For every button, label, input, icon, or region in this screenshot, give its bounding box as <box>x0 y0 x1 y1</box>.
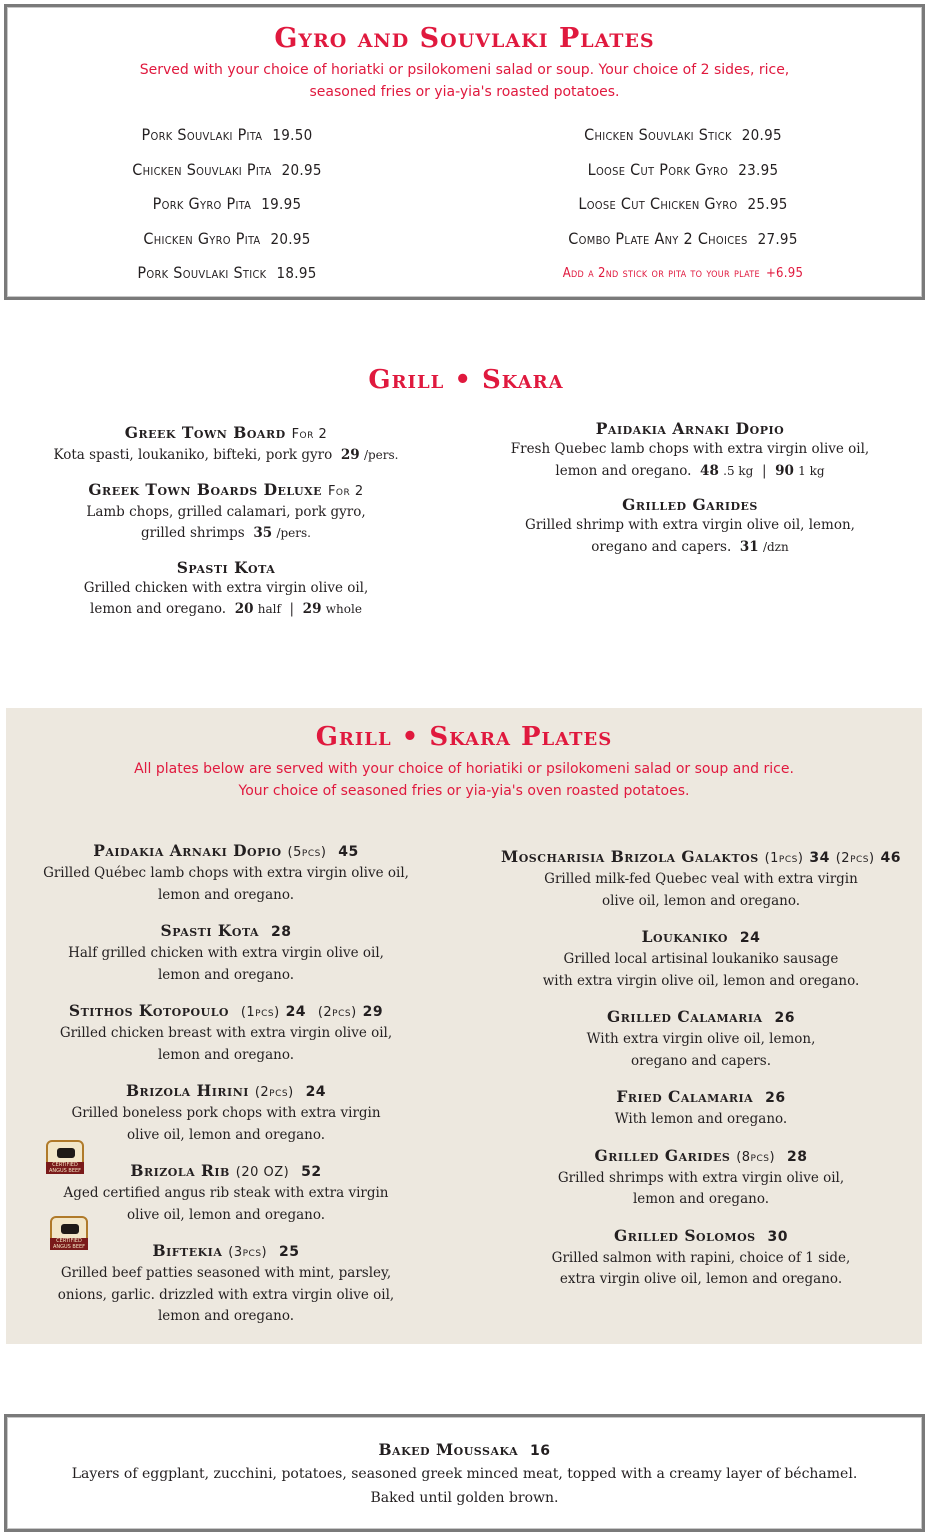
item-name: Combo Plate Any 2 Choices <box>568 228 748 248</box>
section-subtitle <box>66 758 862 802</box>
item-price: 45 <box>338 844 359 860</box>
item-price: 29 <box>340 447 360 463</box>
item-desc: oregano and capers. <box>591 538 732 555</box>
item-desc: Fresh Quebec lamb chops with extra virgin olive oil, <box>510 441 870 457</box>
item-price: 25.95 <box>747 195 788 213</box>
gyro-list-right <box>463 125 903 298</box>
menu-item <box>470 494 910 558</box>
menu-item <box>463 194 903 229</box>
item-desc: Grilled local artisinal loukaniko sausage <box>563 951 839 967</box>
item-price: 23.95 <box>738 160 779 179</box>
item-desc: Half grilled chicken with extra virgin olive oil, <box>68 945 384 961</box>
item-portion: (8pcs) <box>736 1149 776 1165</box>
grill-skara-section <box>0 360 932 650</box>
item-desc: oregano and capers. <box>631 1052 771 1069</box>
menu-item <box>476 1006 926 1072</box>
item-price: 48 <box>700 462 719 479</box>
section-title: Gyro and Souvlaki Plates <box>274 23 655 54</box>
item-desc: olive oil, lemon and oregano. <box>126 1126 326 1143</box>
item-desc: Kota spasti, loukaniko, bifteki, pork gyro <box>53 447 333 463</box>
item-desc: lemon and oregano. <box>157 886 295 903</box>
item-desc: lemon and oregano. <box>555 462 692 479</box>
item-desc: onions, garlic. drizzled with extra virgin olive oil, <box>57 1286 395 1303</box>
item-desc: lemon and oregano. <box>157 1308 295 1324</box>
item-price: 28 <box>786 1148 808 1165</box>
item-name: Stithos Kotopoulo <box>68 1001 230 1020</box>
item-unit: 1 kg <box>798 463 825 478</box>
item-name: Pork Souvlaki Pita <box>141 125 263 144</box>
item-price: 24 <box>285 1004 307 1020</box>
item-name: Paidakia Arnaki Dopio <box>93 841 282 860</box>
item-price: 29 <box>362 1004 384 1020</box>
item-name: Brizola Hirini <box>125 1081 249 1100</box>
menu-item <box>476 926 926 992</box>
menu-item <box>6 1080 446 1146</box>
item-price: 26 <box>774 1010 795 1026</box>
item-name: Fried Calamaria <box>616 1087 754 1106</box>
menu-item <box>476 846 926 912</box>
item-price: 31 <box>739 538 759 555</box>
menu-item <box>7 263 447 298</box>
item-unit: /pers. <box>276 526 311 540</box>
item-desc: olive oil, lemon and oregano. <box>601 892 801 909</box>
cow-icon <box>61 1224 79 1234</box>
item-name: Grilled Solomos <box>614 1225 756 1245</box>
grill-list-left <box>6 422 446 633</box>
item-price: 20.95 <box>281 160 322 179</box>
item-desc: Grilled chicken with extra virgin olive oil, <box>83 579 369 596</box>
menu-item <box>6 422 446 467</box>
item-portion: (3pcs) <box>228 1245 268 1260</box>
item-desc: extra virgin olive oil, lemon and oregano. <box>559 1271 843 1287</box>
addon-price: +6.95 <box>765 266 804 281</box>
certified-angus-beef-badge-icon <box>50 1216 88 1250</box>
menu-item <box>463 160 903 195</box>
item-price: 19.95 <box>261 195 302 213</box>
item-unit: .5 kg <box>723 463 754 478</box>
badge-label: CERTIFIED ANGUS BEEF <box>50 1238 88 1250</box>
item-name: Grilled Garides <box>594 1145 731 1165</box>
addon-note <box>463 263 903 298</box>
item-desc: Grilled milk-fed Quebec veal with extra virgin <box>544 871 858 887</box>
item-name: Loose Cut Pork Gyro <box>587 159 729 179</box>
item-desc: Grilled shrimp with extra virgin olive oil, lemon, <box>525 517 855 533</box>
grill-list-right <box>470 418 910 570</box>
menu-item <box>7 1439 922 1510</box>
cow-icon <box>57 1148 75 1158</box>
subtitle-line: Your choice of seasoned fries or yia-yia's oven roasted potatoes. <box>238 783 690 799</box>
item-name: Moscharisia Brizola Galaktos <box>501 847 759 866</box>
item-desc: With lemon and oregano. <box>614 1111 788 1127</box>
menu-item <box>476 1086 926 1131</box>
subtitle-line: All plates below are served with your choice of horiatiki or psilokomeni salad or soup and rice. <box>134 761 794 777</box>
item-portion: (1pcs) <box>240 1005 280 1020</box>
item-portion: (2pcs) <box>254 1085 294 1100</box>
item-price: 20 <box>234 601 254 617</box>
item-portion: (1pcs) <box>764 851 804 866</box>
item-desc: Baked until golden brown. <box>370 1490 559 1506</box>
menu-item <box>7 160 447 195</box>
item-price: 25 <box>279 1244 300 1260</box>
item-price: 18.95 <box>276 264 317 282</box>
item-desc: Aged certified angus rib steak with extra virgin <box>63 1185 389 1201</box>
item-portion: (2pcs) <box>317 1005 357 1020</box>
menu-item <box>463 125 903 160</box>
item-unit: /pers. <box>363 448 399 462</box>
item-desc: Grilled chicken breast with extra virgin olive oil, <box>59 1025 393 1041</box>
item-price: 27.95 <box>757 229 798 248</box>
menu-item <box>6 1000 446 1066</box>
section-title: Grill • Skara Plates <box>315 722 613 752</box>
item-name: Grilled Calamaria <box>607 1007 763 1026</box>
item-name: Loose Cut Chicken Gyro <box>578 194 738 213</box>
grill-skara-plates-section <box>6 708 922 1344</box>
menu-item <box>7 229 447 264</box>
menu-item: Spasti Kota Grilled chicken with extra virgin olive oil, lemon and oregano. 20 half | 29 whole <box>6 557 446 621</box>
item-desc: Lamb chops, grilled calamari, pork gyro, <box>86 503 366 520</box>
moussaka-section <box>4 1414 925 1532</box>
item-price: 90 <box>775 462 794 479</box>
plates-list-left <box>6 840 446 1342</box>
gyro-souvlaki-section <box>4 4 925 300</box>
item-desc: with extra virgin olive oil, lemon and oregano. <box>542 972 860 989</box>
menu-item <box>6 1240 446 1328</box>
item-desc: lemon and oregano. <box>157 966 295 983</box>
item-price: 35 <box>253 525 273 541</box>
item-price: 16 <box>530 1443 551 1459</box>
item-portion: (20 OZ) <box>235 1165 290 1180</box>
item-unit: half <box>257 602 281 616</box>
menu-item <box>463 229 903 264</box>
item-price: 20.95 <box>270 229 311 248</box>
item-desc: lemon and oregano. <box>90 601 227 617</box>
item-name: Spasti Kota <box>176 557 276 577</box>
item-serves: For 2 <box>291 427 328 442</box>
item-price: 20.95 <box>741 126 782 144</box>
item-price: 24 <box>305 1084 327 1100</box>
item-name: Brizola Rib <box>130 1161 230 1180</box>
item-name: Pork Gyro Pita <box>152 194 252 213</box>
item-desc: lemon and oregano. <box>632 1191 770 1207</box>
item-name: Loukaniko <box>641 927 728 946</box>
item-name: Biftekia <box>152 1241 223 1260</box>
item-name: Greek Town Board <box>124 423 286 442</box>
item-price: 29 <box>302 601 322 617</box>
menu-item <box>7 125 447 160</box>
plates-list-right <box>476 846 926 1305</box>
menu-item <box>6 840 446 906</box>
item-name: Pork Souvlaki Stick <box>137 263 267 282</box>
item-price: 34 <box>809 850 830 866</box>
item-portion: (5pcs) <box>287 845 327 860</box>
item-desc: Grilled shrimps with extra virgin olive oil, <box>557 1169 845 1186</box>
item-desc: Grilled beef patties seasoned with mint, parsley, <box>60 1265 392 1281</box>
item-price: 19.50 <box>272 126 313 144</box>
item-name: Grilled Garides <box>622 495 758 514</box>
item-name: Greek Town Boards Deluxe <box>88 479 323 499</box>
menu-item <box>476 1225 926 1291</box>
item-unit: /dzn <box>762 539 789 554</box>
item-name: Chicken Gyro Pita <box>143 228 261 248</box>
section-title: Grill • Skara <box>368 365 564 395</box>
menu-item <box>6 479 446 545</box>
item-price: 30 <box>767 1228 788 1245</box>
item-price: 24 <box>739 930 761 946</box>
item-price: 26 <box>765 1090 786 1106</box>
item-price: 46 <box>880 850 901 866</box>
item-desc: Grilled Québec lamb chops with extra virgin olive oil, <box>43 865 409 881</box>
item-desc: Layers of eggplant, zucchini, potatoes, seasoned greek minced meat, topped with a creamy layer of béchamel. <box>71 1466 858 1482</box>
item-desc: olive oil, lemon and oregano. <box>126 1206 326 1223</box>
item-name: Baked Moussaka <box>378 1440 519 1459</box>
item-name: Paidakia Arnaki Dopio <box>595 419 785 438</box>
menu-item <box>6 920 446 986</box>
item-name: Chicken Souvlaki Pita <box>132 159 272 179</box>
addon-label: Add a 2nd stick or pita to your plate <box>562 266 760 281</box>
item-desc: lemon and oregano. <box>157 1046 295 1063</box>
menu-item <box>476 1145 926 1211</box>
certified-angus-beef-badge-icon <box>46 1140 84 1174</box>
item-price: 28 <box>270 924 292 940</box>
item-desc: grilled shrimps <box>141 525 245 541</box>
item-serves: For 2 <box>327 483 364 499</box>
item-name: Spasti Kota <box>160 921 260 940</box>
item-desc: Grilled salmon with rapini, choice of 1 side, <box>551 1249 851 1266</box>
menu-item <box>7 194 447 229</box>
item-price: 52 <box>301 1164 322 1180</box>
badge-label: CERTIFIED ANGUS BEEF <box>46 1162 84 1174</box>
item-desc: Grilled boneless pork chops with extra virgin <box>71 1105 381 1121</box>
item-name: Chicken Souvlaki Stick <box>584 125 732 144</box>
item-portion: (2pcs) <box>835 851 875 866</box>
item-desc: With extra virgin olive oil, lemon, <box>586 1031 816 1047</box>
gyro-list-left <box>7 125 447 298</box>
item-unit: whole <box>325 602 362 616</box>
section-subtitle: Served with your choice of horiatki or psilokomeni salad or soup. Your choice of 2 sides, rice, seasoned fries or yia-yia's roasted potatoes. <box>139 62 790 100</box>
menu-item: Paidakia Arnaki Dopio Fresh Quebec lamb chops with extra virgin olive oil, lemon and oregano. 48 .5 kg | 90 1 kg <box>470 418 910 482</box>
